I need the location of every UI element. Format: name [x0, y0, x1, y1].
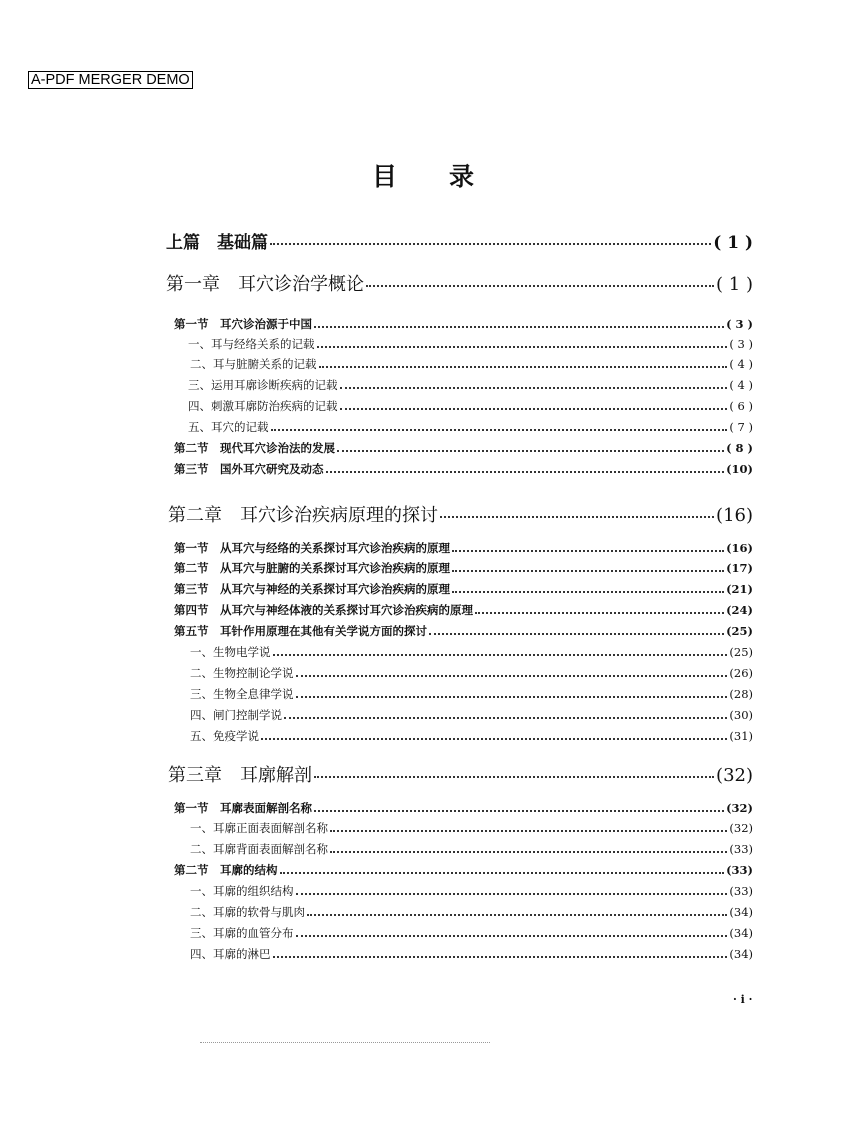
- toc-entry-item: [190, 686, 753, 702]
- toc-entry-item: [190, 665, 753, 681]
- page-number: · i ·: [733, 993, 753, 1006]
- toc-entry-title: 第一节 耳穴诊治源于中国: [174, 317, 312, 331]
- toc-entry-section: [174, 602, 753, 618]
- toc-entry-title: 第二节 从耳穴与脏腑的关系探讨耳穴诊治疾病的原理: [174, 561, 450, 575]
- toc-entry-title: 第一节 从耳穴与经络的关系探讨耳穴诊治疾病的原理: [174, 541, 450, 555]
- dot-leader: [271, 429, 728, 431]
- dot-leader: [340, 408, 728, 410]
- toc-entry-item: [190, 356, 753, 372]
- dot-leader: [319, 366, 728, 368]
- dot-leader: [296, 696, 728, 698]
- dot-leader: [296, 893, 728, 895]
- toc-entry-item: [190, 946, 753, 962]
- toc-entry-title: 二、耳与脏腑关系的记载: [190, 357, 317, 371]
- dot-leader: [429, 633, 724, 635]
- dot-leader: [273, 956, 728, 958]
- toc-entry-page: (31): [729, 729, 753, 743]
- toc-entry-title: 第四节 从耳穴与神经体液的关系探讨耳穴诊治疾病的原理: [174, 603, 473, 617]
- toc-entry-title: 五、耳穴的记载: [188, 420, 269, 434]
- toc-entry-page: (30): [729, 708, 753, 722]
- toc-entry-section: [174, 862, 753, 878]
- toc-entry-page: ( 1 ): [716, 274, 753, 295]
- dot-leader: [284, 717, 727, 719]
- watermark-demo-label: A-PDF MERGER DEMO: [28, 71, 193, 89]
- toc-entry-page: (32): [716, 765, 753, 786]
- dot-leader: [261, 738, 727, 740]
- dot-leader: [452, 570, 724, 572]
- toc-entry-page: (16): [726, 541, 753, 555]
- dot-leader: [452, 550, 724, 552]
- toc-entry-section: [174, 560, 753, 576]
- toc-entry-page: ( 1 ): [713, 233, 753, 253]
- toc-entry-item: [188, 336, 753, 352]
- toc-entry-page: ( 4 ): [729, 378, 753, 392]
- toc-entry-page: ( 3 ): [726, 317, 753, 331]
- toc-entry-title: 第五节 耳针作用原理在其他有关学说方面的探讨: [174, 624, 427, 638]
- toc-entry-title: 五、免疫学说: [190, 729, 259, 743]
- toc-entry-title: 第二章 耳穴诊治疾病原理的探讨: [168, 505, 438, 526]
- toc-entry-title: 三、生物全息律学说: [190, 687, 294, 701]
- toc-entry-title: 二、生物控制论学说: [190, 666, 294, 680]
- toc-entry-item: [188, 377, 753, 393]
- page-title: 目录: [372, 162, 527, 191]
- toc-entry-item: [190, 644, 753, 660]
- toc-entry-title: 四、闸门控制学说: [190, 708, 282, 722]
- dot-leader: [317, 346, 728, 348]
- toc-entry-title: 一、耳与经络关系的记载: [188, 337, 315, 351]
- toc-entry-chapter: [168, 761, 753, 787]
- dot-leader: [296, 935, 728, 937]
- toc-entry-title: 第三节 国外耳穴研究及动态: [174, 462, 324, 476]
- dot-leader: [326, 471, 725, 473]
- toc-entry-page: (24): [726, 603, 753, 617]
- toc-entry-page: (33): [729, 842, 753, 856]
- toc-entry-section: [174, 800, 753, 816]
- toc-entry-section: [174, 316, 753, 332]
- dot-leader: [330, 851, 727, 853]
- toc-entry-title: 第一节 耳廓表面解剖名称: [174, 801, 312, 815]
- dot-leader: [314, 776, 714, 778]
- toc-entry-title: 第三节 从耳穴与神经的关系探讨耳穴诊治疾病的原理: [174, 582, 450, 596]
- dot-leader: [340, 387, 728, 389]
- dot-leader: [270, 243, 711, 245]
- toc-entry-section: [174, 623, 753, 639]
- toc-entry-item: [188, 419, 753, 435]
- toc-entry-item: [190, 707, 753, 723]
- toc-entry-page: (34): [729, 905, 753, 919]
- dot-leader: [307, 914, 727, 916]
- toc-entry-title: 四、刺激耳廓防治疾病的记载: [188, 399, 338, 413]
- dot-leader: [475, 612, 724, 614]
- dot-leader: [440, 516, 714, 518]
- toc-entry-page: ( 8 ): [726, 441, 753, 455]
- toc-entry-title: 第三章 耳廓解剖: [168, 765, 312, 786]
- toc-entry-item: [190, 904, 753, 920]
- toc-entry-chapter: [168, 501, 753, 527]
- toc-entry-title: 第二节 耳廓的结构: [174, 863, 278, 877]
- toc-entry-section: [174, 440, 753, 456]
- toc-entry-title: 四、耳廓的淋巴: [190, 947, 271, 961]
- toc-entry-item: [190, 925, 753, 941]
- toc-entry-page: (28): [729, 687, 753, 701]
- toc-entry-page: ( 6 ): [729, 399, 753, 413]
- toc-entry-page: (34): [729, 926, 753, 940]
- dot-leader: [314, 810, 724, 812]
- toc-entry-page: (10): [726, 462, 753, 476]
- toc-entry-section: [174, 581, 753, 597]
- toc-entry-page: (33): [729, 884, 753, 898]
- toc-entry-title: 三、运用耳廓诊断疾病的记载: [188, 378, 338, 392]
- dot-leader: [273, 654, 728, 656]
- toc-entry-title: 二、耳廓背面表面解剖名称: [190, 842, 328, 856]
- toc-entry-page: (16): [716, 505, 753, 526]
- toc-entry-title: 一、耳廓的组织结构: [190, 884, 294, 898]
- toc-entry-item: [190, 728, 753, 744]
- toc-entry-title: 上篇 基础篇: [166, 233, 268, 253]
- toc-entry-title: 三、耳廓的血管分布: [190, 926, 294, 940]
- toc-entry-section: [174, 540, 753, 556]
- toc-entry-chapter: [166, 270, 753, 296]
- dot-leader: [330, 830, 727, 832]
- toc-entry-page: (26): [729, 666, 753, 680]
- toc-entry-page: (34): [729, 947, 753, 961]
- toc-entry-item: [190, 820, 753, 836]
- toc-entry-page: (17): [726, 561, 753, 575]
- dot-leader: [452, 591, 724, 593]
- toc-entry-part: [166, 228, 753, 253]
- toc-entry-page: (32): [726, 801, 753, 815]
- dot-leader: [366, 285, 714, 287]
- toc-entry-page: ( 3 ): [729, 337, 753, 351]
- toc-entry-title: 第一章 耳穴诊治学概论: [166, 274, 364, 295]
- toc-entry-page: (21): [726, 582, 753, 596]
- toc-entry-page: (32): [729, 821, 753, 835]
- toc-entry-item: [188, 398, 753, 414]
- toc-entry-title: 一、耳廓正面表面解剖名称: [190, 821, 328, 835]
- toc-entry-item: [190, 883, 753, 899]
- toc-entry-title: 二、耳廓的软骨与肌肉: [190, 905, 305, 919]
- toc-entry-page: (25): [726, 624, 753, 638]
- dot-leader: [314, 326, 724, 328]
- toc-entry-page: (33): [726, 863, 753, 877]
- toc-entry-section: [174, 461, 753, 477]
- dot-leader: [296, 675, 728, 677]
- dot-leader: [280, 872, 725, 874]
- toc-entry-title: 第二节 现代耳穴诊治法的发展: [174, 441, 335, 455]
- toc-entry-item: [190, 841, 753, 857]
- toc-entry-page: ( 4 ): [729, 357, 753, 371]
- scan-artifact-divider: [200, 1042, 490, 1043]
- toc-entry-title: 一、生物电学说: [190, 645, 271, 659]
- dot-leader: [337, 450, 724, 452]
- toc-entry-page: (25): [729, 645, 753, 659]
- toc-entry-page: ( 7 ): [729, 420, 753, 434]
